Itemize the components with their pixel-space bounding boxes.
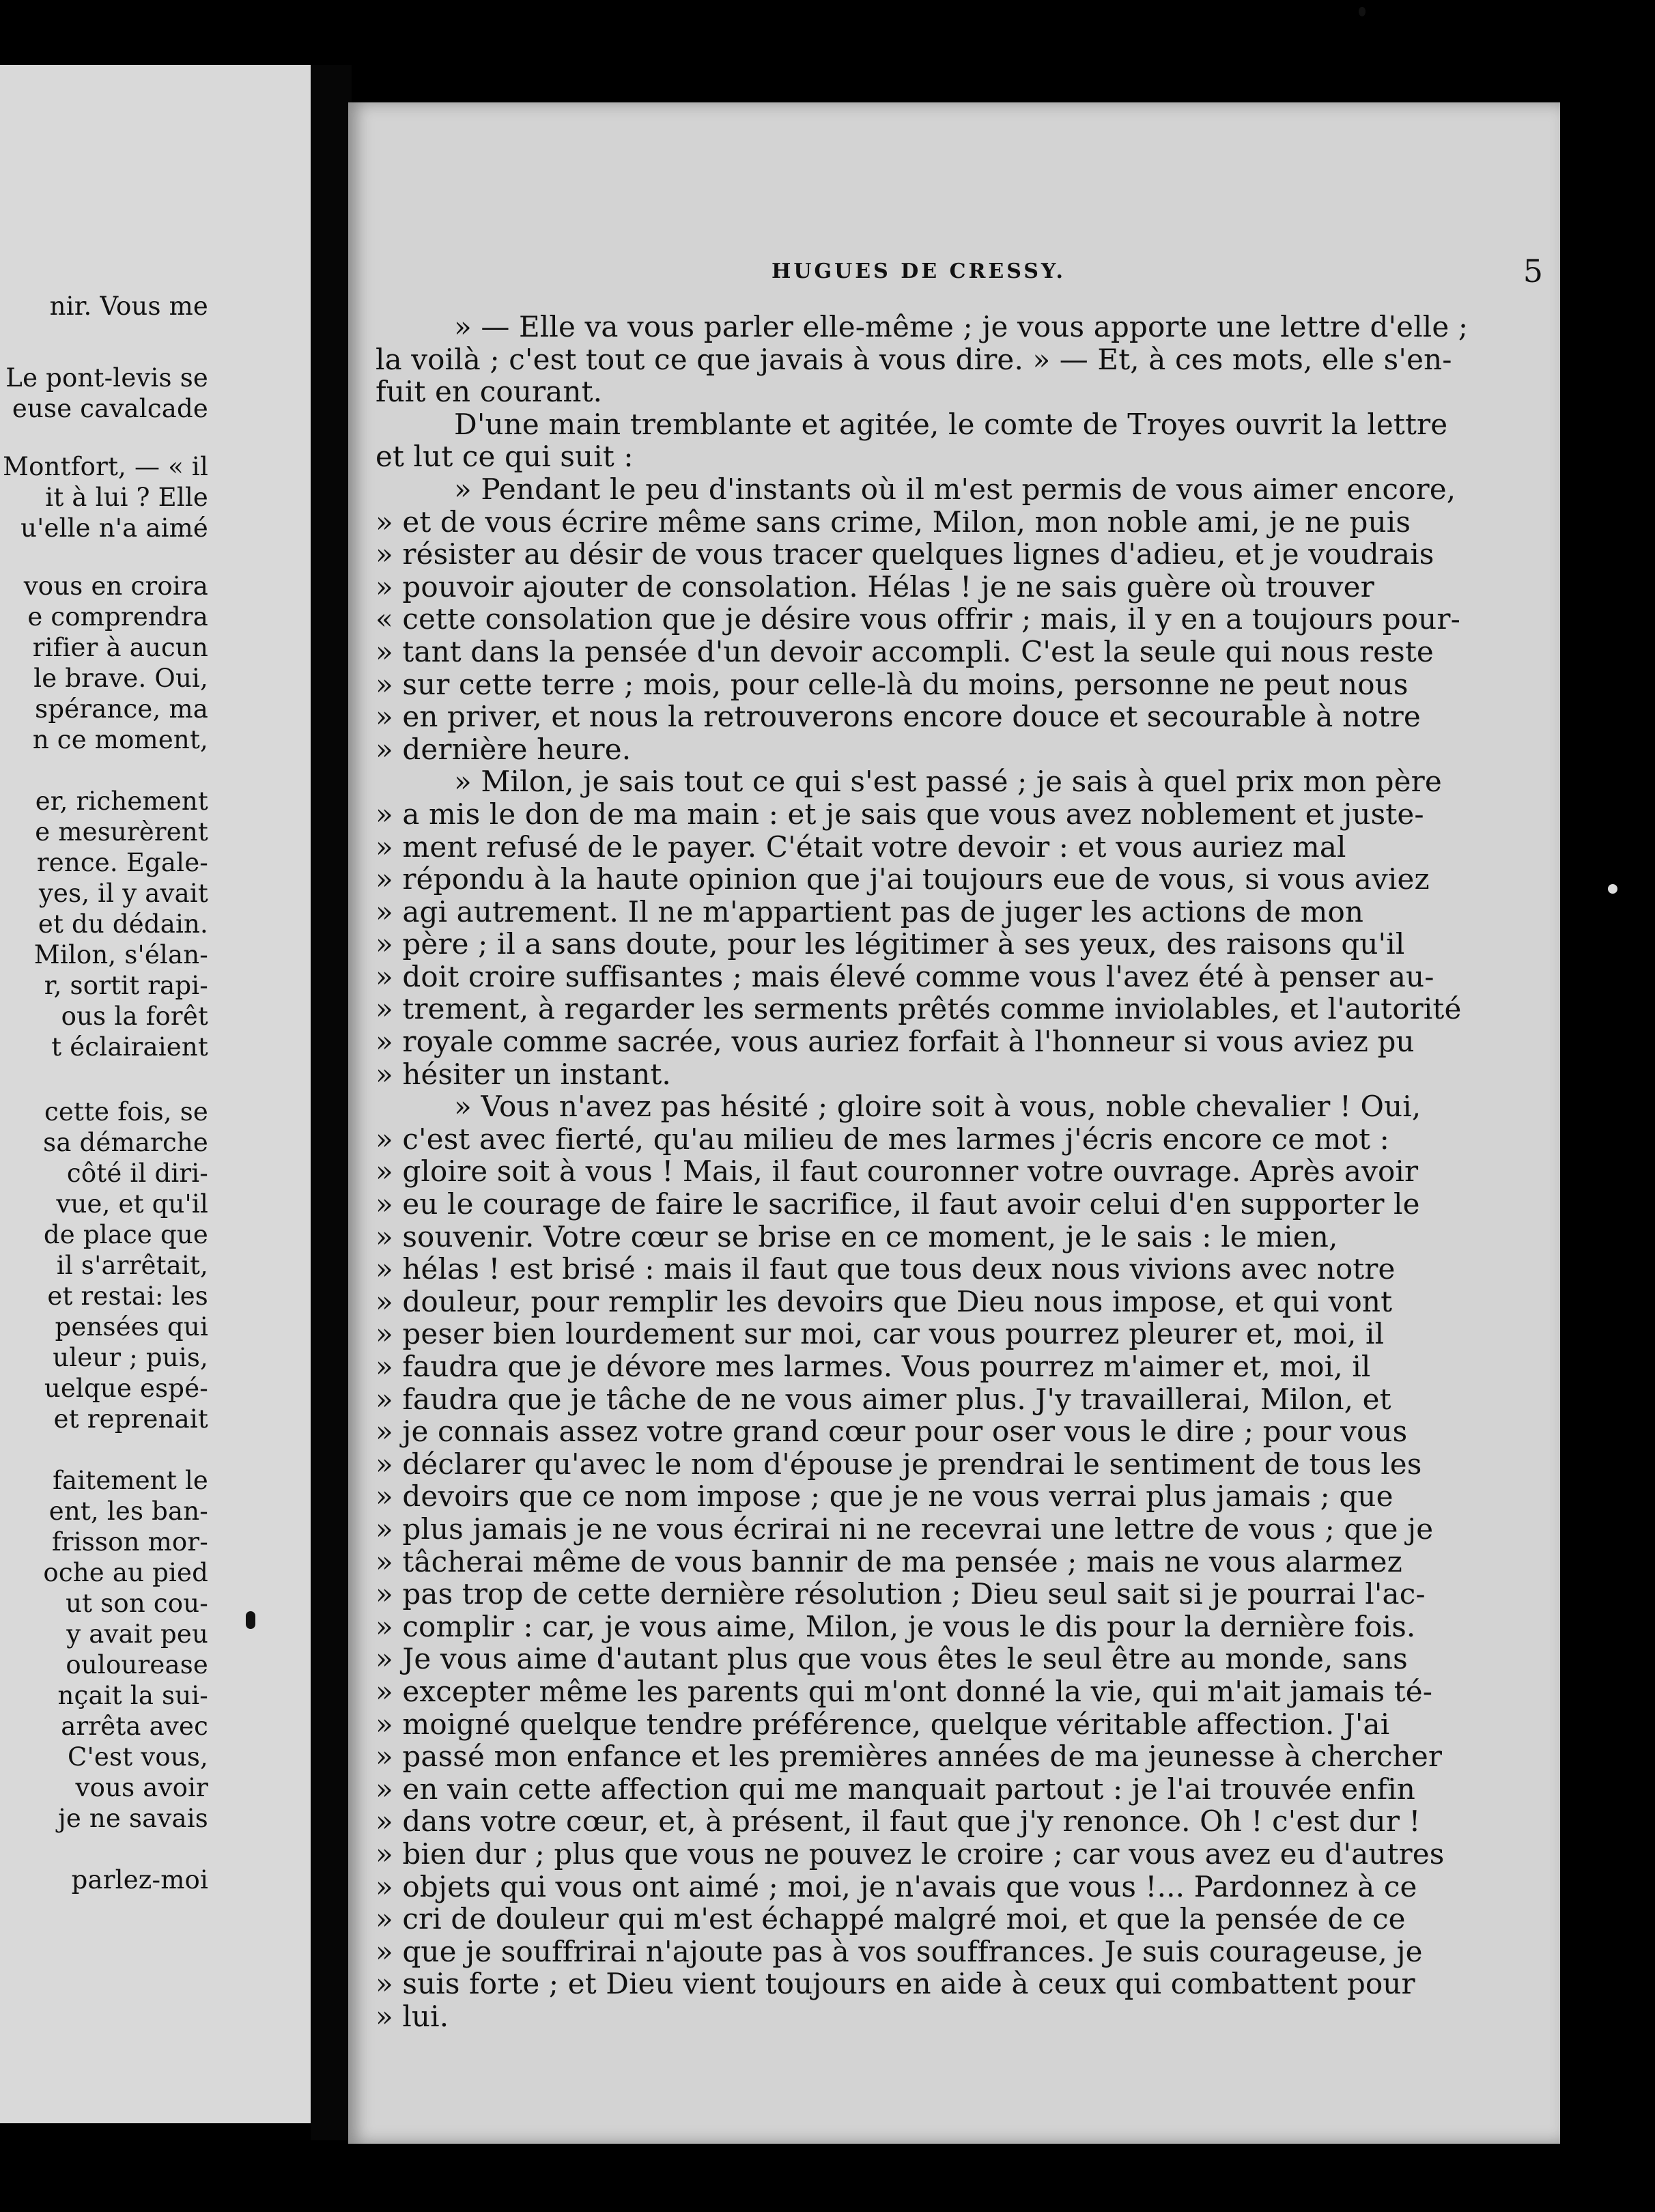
running-title: HUGUES DE CRESSY.: [772, 259, 1066, 283]
text-line: fuit en courant.: [376, 375, 603, 409]
left-page-line: de place que: [43, 1220, 208, 1249]
page-header: [348, 253, 1560, 294]
text-line: » souvenir. Votre cœur se brise en ce moment, je le sais : le mien,: [376, 1219, 1338, 1253]
text-line: » gloire soit à vous ! Mais, il faut couronner votre ouvrage. Après avoir: [376, 1154, 1419, 1189]
text-line: » objets qui vous ont aimé ; moi, je n'avais que vous !... Pardonnez à ce: [376, 1869, 1417, 1903]
text-line: » moigné quelque tendre préférence, quelque véritable affection. J'ai: [376, 1707, 1390, 1741]
text-line: » peser bien lourdement sur moi, car vous pourrez pleurer et, moi, il: [376, 1317, 1385, 1351]
text-line: » Vous n'avez pas hésité ; gloire soit à vous, noble chevalier ! Oui,: [454, 1090, 1421, 1124]
text-line: » dernière heure.: [376, 732, 632, 766]
left-page-line: ut son cou-: [66, 1589, 208, 1618]
left-page-line: ent, les ban-: [48, 1497, 208, 1526]
text-line: » hélas ! est brisé : mais il faut que tous deux nous vivions avec notre: [376, 1252, 1396, 1286]
left-page-line: il s'arrêtait,: [56, 1251, 208, 1280]
left-page-line: vue, et qu'il: [56, 1189, 208, 1219]
text-line: » et de vous écrire même sans crime, Milon, mon noble ami, je ne puis: [376, 505, 1411, 539]
text-line: » Pendant le peu d'instants où il m'est permis de vous aimer encore,: [454, 472, 1456, 506]
text-line: » faudra que je tâche de ne vous aimer plus. J'y travaillerai, Milon, et: [376, 1382, 1391, 1416]
text-line: » excepter même les parents qui m'ont donné la vie, qui m'ait jamais té-: [376, 1674, 1433, 1708]
text-line: » tant dans la pensée d'un devoir accompli. C'est la seule qui nous reste: [376, 634, 1434, 668]
text-line: » Je vous aime d'autant plus que vous êtes le seul être au monde, sans: [376, 1642, 1408, 1676]
text-line: » eu le courage de faire le sacrifice, il faut avoir celui d'en supporter le: [376, 1187, 1420, 1221]
text-line: » sur cette terre ; mois, pour celle-là du moins, personne ne peut nous: [376, 667, 1409, 701]
left-page-line: cette fois, se: [44, 1097, 208, 1126]
left-page-line: e comprendra: [27, 602, 208, 632]
text-line: » devoirs que ce nom impose ; que je ne vous verrai plus jamais ; que: [376, 1479, 1394, 1514]
text-line: » agi autrement. Il ne m'appartient pas de juger les actions de mon: [376, 894, 1364, 928]
left-page-line: vous en croira: [23, 571, 208, 601]
left-page-line: je ne savais: [58, 1804, 208, 1833]
text-line: » complir : car, je vous aime, Milon, je vous le dis pour la dernière fois.: [376, 1609, 1416, 1643]
left-page-line: er, richement: [35, 786, 208, 816]
text-line: » plus jamais je ne vous écrirai ni ne recevrai une lettre de vous ; que je: [376, 1512, 1434, 1546]
left-page-line: Le pont-levis se: [5, 363, 208, 393]
text-line: » passé mon enfance et les premières années de ma jeunesse à chercher: [376, 1740, 1443, 1774]
left-page-line: vous avoir: [75, 1773, 208, 1802]
text-line: » royale comme sacrée, vous auriez forfait à l'honneur si vous aviez pu: [376, 1025, 1415, 1059]
text-line: » hésiter un instant.: [376, 1057, 671, 1091]
left-page-line: u'elle n'a aimé: [20, 513, 208, 543]
text-line: » dans votre cœur, et, à présent, il faut que j'y renonce. Oh ! c'est dur !: [376, 1804, 1421, 1839]
text-line: » doit croire suffisantes ; mais élevé comme vous l'avez été à penser au-: [376, 959, 1434, 993]
text-line: » bien dur ; plus que vous ne pouvez le croire ; car vous avez eu d'autres: [376, 1837, 1445, 1871]
main-page: [348, 102, 1560, 2144]
left-page-line: uelque espé-: [44, 1374, 208, 1403]
text-line: » trement, à regarder les serments prêtés comme inviolables, et l'autorité: [376, 992, 1462, 1026]
text-line: » tâcherai même de vous bannir de ma pensée ; mais ne vous alarmez: [376, 1544, 1402, 1578]
left-page-line: e mesurèrent: [35, 817, 208, 847]
left-page-line: côté il diri-: [66, 1159, 208, 1188]
text-line: » résister au désir de vous tracer quelques lignes d'adieu, et je voudrais: [376, 537, 1434, 571]
ink-speck: [1359, 7, 1366, 16]
text-line: » répondu à la haute opinion que j'ai toujours eue de vous, si vous aviez: [376, 862, 1430, 896]
body-text: [376, 311, 1523, 2032]
text-line: » suis forte ; et Dieu vient toujours en aide à ceux qui combattent pour: [376, 1967, 1415, 2001]
text-line: » pas trop de cette dernière résolution ; Dieu seul sait si je pourrai l'ac-: [376, 1577, 1426, 1611]
left-page-line: rence. Egale-: [36, 848, 208, 877]
left-page-line: et restai: les: [47, 1281, 208, 1311]
left-page-line: C'est vous,: [68, 1742, 208, 1772]
left-page-line: yes, il y avait: [38, 879, 208, 908]
ink-speck: [246, 1611, 255, 1629]
text-line: » — Elle va vous parler elle-même ; je vous apporte une lettre d'elle ;: [454, 310, 1469, 343]
text-line: » ment refusé de le payer. C'était votre devoir : et vous auriez mal: [376, 830, 1346, 864]
left-page-line: r, sortit rapi-: [44, 971, 208, 1000]
left-page-line: oche au pied: [43, 1558, 208, 1587]
text-line: » en priver, et nous la retrouverons encore douce et secourable à notre: [376, 700, 1421, 734]
left-page-line: Montfort, — « il: [3, 452, 208, 481]
text-line: et lut ce qui suit :: [376, 440, 634, 474]
text-line: » père ; il a sans doute, pour les légitimer à ses yeux, des raisons qu'il: [376, 927, 1405, 961]
text-line: » en vain cette affection qui me manquait partout : je l'ai trouvée enfin: [376, 1772, 1415, 1806]
left-page-line: nir. Vous me: [49, 292, 208, 321]
left-page-line: rifier à aucun: [32, 633, 208, 662]
left-page-line: n ce moment,: [32, 725, 208, 754]
left-page-line: faitement le: [53, 1466, 208, 1495]
left-page-line: uleur ; puis,: [53, 1343, 208, 1372]
left-page-line: sa démarche: [43, 1128, 208, 1157]
ink-speck: [1608, 884, 1617, 894]
text-line: » douleur, pour remplir les devoirs que Dieu nous impose, et qui vont: [376, 1284, 1393, 1318]
text-line: la voilà ; c'est tout ce que javais à vous dire. » — Et, à ces mots, elle s'en-: [376, 342, 1452, 376]
left-page-line: euse cavalcade: [12, 394, 208, 423]
left-page-line: spérance, ma: [35, 694, 208, 724]
left-page-line: frisson mor-: [51, 1527, 208, 1557]
book-spine-gutter: [311, 65, 352, 2140]
left-page-line: et reprenait: [53, 1404, 208, 1434]
left-page-line: y avait peu: [66, 1619, 208, 1649]
text-line: » que je souffrirai n'ajoute pas à vos souffrances. Je suis courageuse, je: [376, 1934, 1423, 1968]
left-page-line: Milon, s'élan-: [33, 940, 208, 969]
left-page-line: parlez-moi: [71, 1865, 208, 1895]
page-number: 5: [1523, 253, 1543, 289]
text-line: » je connais assez votre grand cœur pour oser vous le dire ; pour vous: [376, 1415, 1408, 1449]
left-page-line: it à lui ? Elle: [45, 483, 208, 512]
text-line: » cri de douleur qui m'est échappé malgré moi, et que la pensée de ce: [376, 1902, 1406, 1936]
text-line: » déclarer qu'avec le nom d'épouse je prendrai le sentiment de tous les: [376, 1447, 1422, 1481]
text-line: » faudra que je dévore mes larmes. Vous pourrez m'aimer et, moi, il: [376, 1350, 1371, 1383]
text-line: » pouvoir ajouter de consolation. Hélas ! je ne sais guère où trouver: [376, 569, 1374, 604]
left-page-fragment: [0, 65, 311, 2123]
text-line: » a mis le don de ma main : et je sais que vous avez noblement et juste-: [376, 797, 1424, 831]
left-page-line: t éclairaient: [51, 1032, 208, 1062]
left-page-line: nçait la sui-: [57, 1681, 208, 1710]
left-page-line: ous la forêt: [61, 1002, 208, 1031]
text-line: « cette consolation que je désire vous offrir ; mais, il y en a toujours pour-: [376, 602, 1460, 636]
text-line: D'une main tremblante et agitée, le comte de Troyes ouvrit la lettre: [454, 407, 1448, 441]
text-line: » Milon, je sais tout ce qui s'est passé ; je sais à quel prix mon père: [454, 765, 1442, 799]
left-page-line: arrêta avec: [61, 1712, 208, 1741]
left-page-line: pensées qui: [55, 1312, 208, 1342]
left-page-line: et du dédain.: [38, 909, 208, 939]
left-page-line: oulourease: [66, 1650, 208, 1679]
text-line: » lui.: [376, 1999, 449, 2033]
left-page-line: le brave. Oui,: [33, 664, 208, 693]
text-line: » c'est avec fierté, qu'au milieu de mes larmes j'écris encore ce mot :: [376, 1122, 1389, 1156]
